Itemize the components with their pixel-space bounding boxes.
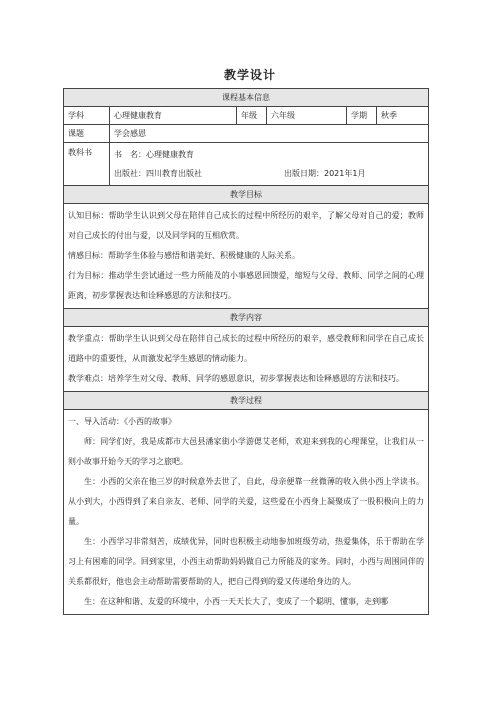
- subject-label: 学科: [64, 107, 110, 125]
- process-paragraph: 生：小西学习非常刻苦，成绩优异，同时也积极主动地参加班级劳动，热爱集体，乐于帮助在学习上有困难的同学。回到家里，小西主动帮助妈妈做自己力所能及的家务。同时，小西与周围同伴的关系都很好，他也会主动帮助需要帮助的人，把自己得到的爱又传递给身边的人。: [68, 537, 424, 586]
- process-paragraph: 生：小西的父亲在他三岁的时候意外去世了，自此，母亲便靠一丝微薄的收入供小西上学读书。从小到大，小西得到了来自亲友、老师、同学的关爱，这些爱在小西身上凝聚成了一股积极向上的力量。: [68, 477, 424, 526]
- document-title: 教学设计: [223, 68, 276, 82]
- goal-emotional: 情感目标：帮助学生体验与感悟和谐美好、积极健康的人际关系。: [68, 251, 300, 260]
- goal-behavioral: 行为目标：推动学生尝试通过一些力所能及的小事感恩回馈爱，缩短与父母、教师、同学之间的心理距离，初步掌握表达和诠释感恩的方法和技巧。: [68, 271, 424, 300]
- content-difficulty: 教学难点：培养学生对父母、教师、同学的感恩意识，初步掌握表达和诠释感恩的方法和技巧。: [68, 374, 404, 383]
- term-label: 学期: [347, 107, 377, 125]
- goals-body: [64, 204, 429, 309]
- process-paragraph: 师：同学们好，我是成都市大邑县潘家街小学游偲艾老师，欢迎来到我的心理课堂，让我们从一则小故事开始今天的学习之旅吧。: [68, 437, 424, 466]
- book-name-line: [114, 145, 424, 164]
- content-body: [64, 327, 429, 392]
- topic-value: 学会感恩: [110, 125, 429, 143]
- book-name-label: 书 名：: [114, 150, 146, 159]
- publisher-line: [114, 164, 424, 183]
- publisher-label: 出版社：: [114, 169, 146, 178]
- process-paragraph: 生：在这种和谐、友爱的环境中，小西一天天长大了，变成了一个聪明、懂事，走到哪: [84, 597, 388, 606]
- pub-date-value: 2021年1月: [324, 169, 366, 178]
- content-key-point: 教学重点：帮助学生认识到父母在陪伴自己成长的过程中所经历的艰辛，感受教师和同学在自己成长道路中的重要性，从而激发起学生感恩的情动能力。: [68, 334, 424, 363]
- textbook-details: [110, 143, 429, 186]
- process-heading: 一、导入活动：《小西的故事》: [68, 417, 176, 426]
- pub-date-label: 出版日期：: [284, 169, 324, 178]
- section-header-content: 教学内容: [64, 309, 429, 327]
- grade-value: 六年级: [267, 107, 347, 125]
- publisher-value: 四川教育出版社: [146, 169, 202, 178]
- process-body: [64, 410, 429, 615]
- section-header-basic-info: 课程基本信息: [64, 89, 429, 107]
- grade-label: 年级: [237, 107, 267, 125]
- textbook-label: 教科书: [64, 143, 110, 186]
- goal-cognitive: 认知目标：帮助学生认识到父母在陪伴自己成长的过程中所经历的艰辛，了解父母对自己的爱；教师对自己成长的付出与爱，以及同学间的互相欣赏。: [68, 211, 424, 240]
- book-name-value: 心理健康教育: [146, 150, 194, 159]
- section-header-process: 教学过程: [64, 392, 429, 410]
- term-value: 秋季: [377, 107, 429, 125]
- topic-label: 课题: [64, 125, 110, 143]
- section-header-goals: 教学目标: [64, 186, 429, 204]
- subject-value: 心理健康教育: [110, 107, 237, 125]
- lesson-plan-table: [63, 88, 429, 615]
